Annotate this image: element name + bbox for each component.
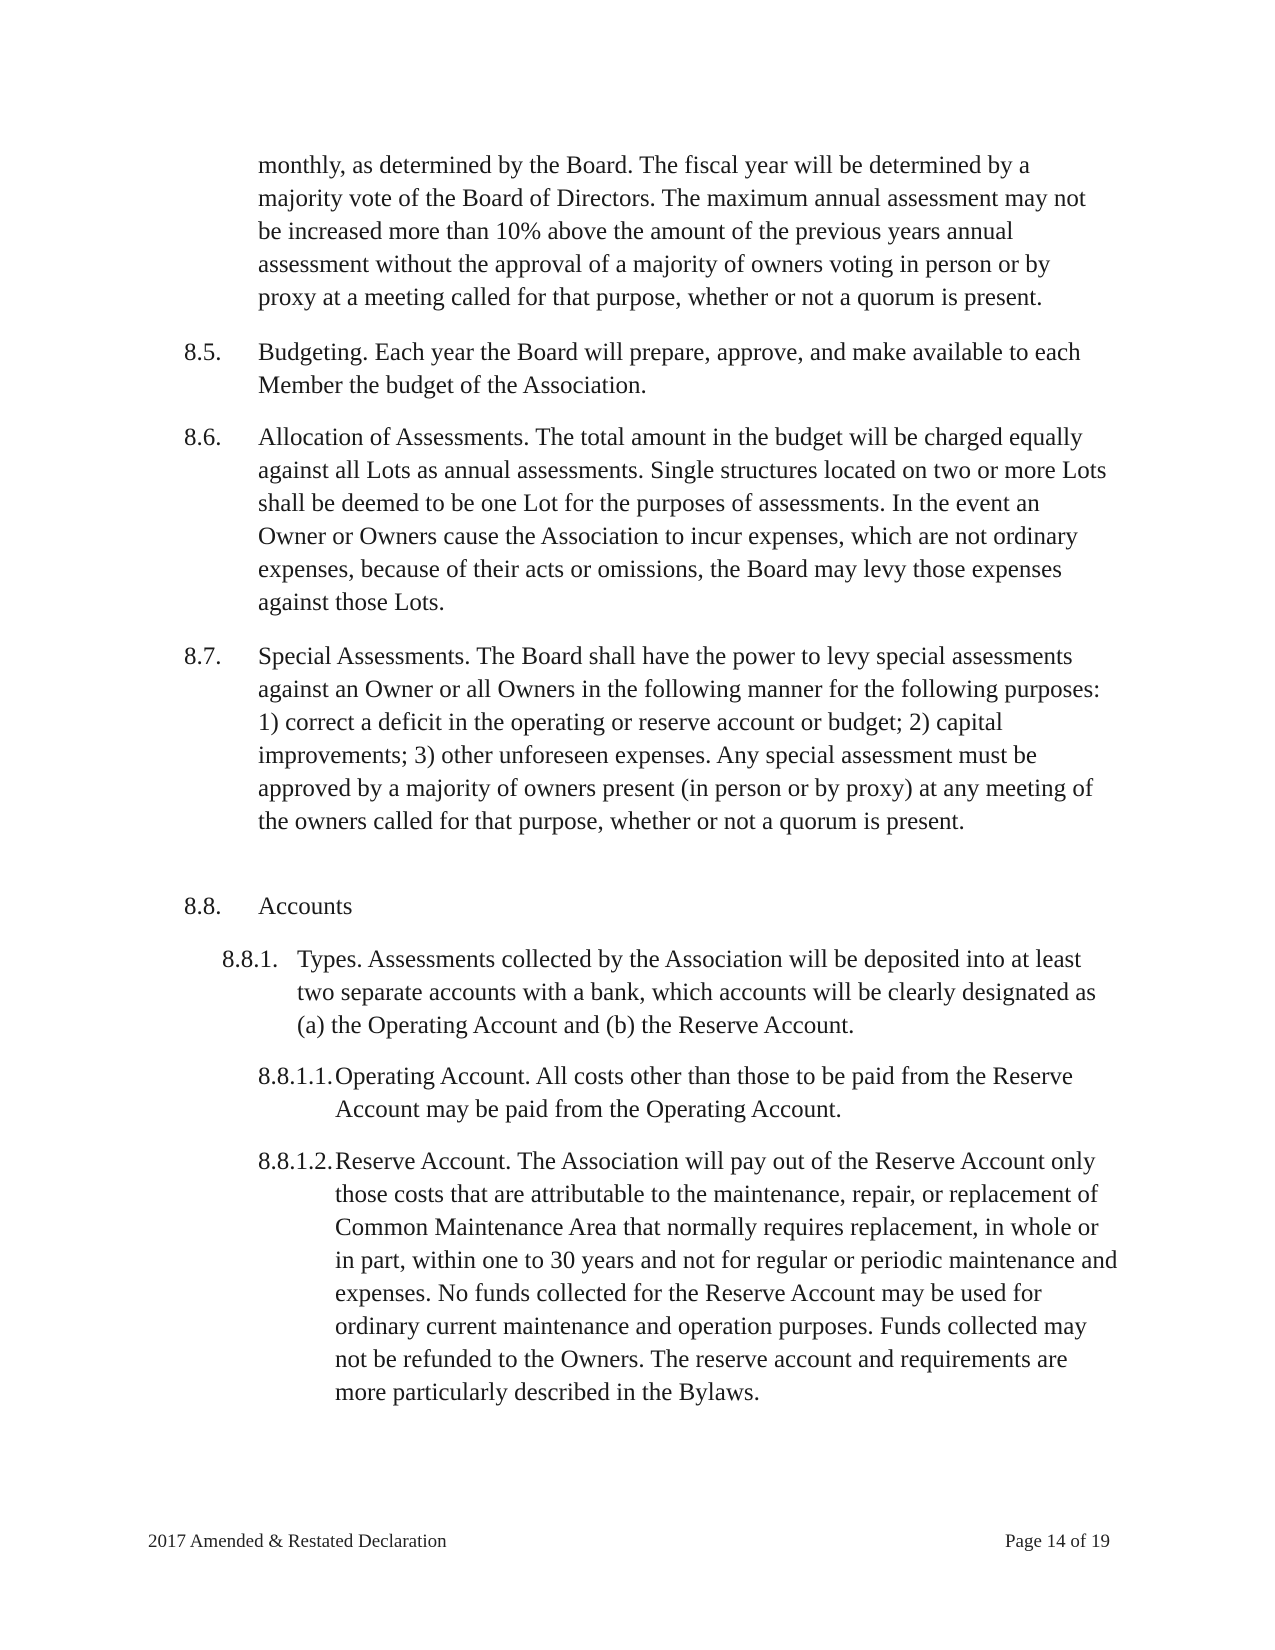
section-8-8-number: 8.8. — [184, 893, 222, 920]
section-8-5-number: 8.5. — [184, 339, 222, 366]
section-8-8-text: Accounts — [258, 893, 353, 920]
footer-document-title: 2017 Amended & Restated Declaration — [148, 1531, 447, 1552]
section-8-8-1-2-text: Reserve Account. The Association will pay out of the Reserve Account only those costs that are attributable to the maintenance, repair, or replacement of Common Maintenance Area that normally requires replacement, in whole or in part, within one to 30 years and not for regular or periodic maintenance and expenses. No funds collected for the Reserve Account may be used for ordinary current maintenance and operation purposes. Funds collected may not be refunded to the Owners. The reserve account and requirements are more particularly described in the Bylaws. — [335, 1148, 1118, 1406]
footer-page-number: Page 14 of 19 — [1004, 1531, 1110, 1552]
section-8-5-text: Budgeting. Each year the Board will prepare, approve, and make available to each Member the budget of the Association. — [258, 339, 1081, 399]
section-8-8-1-1-number: 8.8.1.1. — [258, 1063, 333, 1090]
section-8-7-text: Special Assessments. The Board shall have the power to levy special assessments against an Owner or all Owners in the following manner for the following purposes: 1) correct a deficit in the operating or reserve account or budget; 2) capital improvements; 3) other unforeseen expenses. Any special assessment must be approved by a majority of owners present (in person or by proxy) at any meeting of the owners called for that purpose, whether or not a quorum is present. — [258, 643, 1101, 835]
section-8-6-number: 8.6. — [184, 424, 222, 451]
section-8-8-1-text: Types. Assessments collected by the Association will be deposited into at least two separate accounts with a bank, which accounts will be clearly designated as (a) the Operating Account and (b) the Reserve Account. — [297, 946, 1097, 1039]
continuation-paragraph: monthly, as determined by the Board. The fiscal year will be determined by a majority vote of the Board of Directors. The maximum annual assessment may not be increased more than 10% above the amount of the previous years annual assessment without the approval of a majority of owners voting in person or by proxy at a meeting called for that purpose, whether or not a quorum is present. — [258, 152, 1086, 311]
section-8-7-number: 8.7. — [184, 643, 222, 670]
section-8-8-1-number: 8.8.1. — [222, 946, 279, 973]
section-8-6-text: Allocation of Assessments. The total amount in the budget will be charged equally against all Lots as annual assessments. Single structures located on two or more Lots shall be deemed to be one Lot for the purposes of assessments. In the event an Owner or Owners cause the Association to incur expenses, which are not ordinary expenses, because of their acts or omissions, the Board may levy those expenses against those Lots. — [258, 424, 1107, 616]
section-8-8-1-2-number: 8.8.1.2. — [258, 1148, 333, 1175]
section-8-8-1-1-text: Operating Account. All costs other than those to be paid from the Reserve Account may be paid from the Operating Account. — [335, 1063, 1074, 1123]
